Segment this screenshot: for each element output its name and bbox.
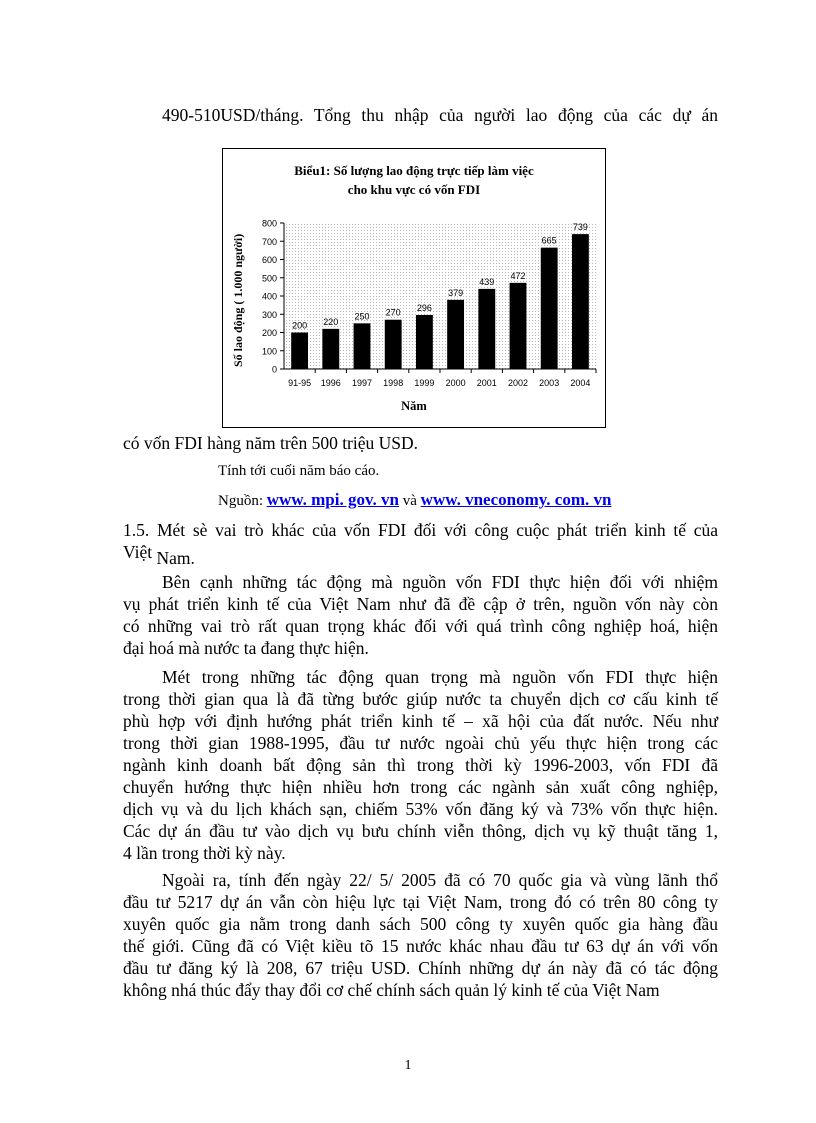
chart-bar (541, 248, 558, 369)
chart-bar (385, 320, 402, 369)
chart-x-tick-label: 1996 (320, 378, 341, 388)
page-number: 1 (404, 1058, 412, 1073)
chart-bar (510, 283, 527, 369)
chart-title-line1: Biểu1: Số lượng lao động trực tiếp làm việc (294, 163, 534, 178)
section-heading-line2 (123, 541, 195, 568)
chart-x-tick-label: 2002 (507, 378, 529, 388)
bar-chart (222, 148, 606, 428)
chart-data-label: 250 (354, 311, 370, 322)
section-heading-viet: Việt (123, 542, 153, 562)
chart-y-tick-label: 800 (261, 218, 277, 229)
paragraph-3-line: đầu tư đăng ký là 208, 67 triệu USD. Chính những dự án này đã có tác động (123, 958, 718, 978)
paragraph-2-line: Mét trong những tác động quan trọng mà nguồn vốn FDI thực hiện (162, 667, 718, 687)
note-line: Tính tới cuối năm báo cáo. (218, 463, 380, 479)
chart-bar (416, 315, 433, 369)
chart-y-tick-label: 300 (261, 309, 277, 320)
paragraph-2-line: Các dự án đầu tư vào dịch vụ bưu chính viễn thông, dịch vụ kỹ thuật tăng 1, (123, 821, 718, 841)
source-link-vneconomy[interactable]: www. vneconomy. com. vn (420, 490, 612, 509)
chart-bar (447, 300, 464, 369)
chart-bar (572, 234, 589, 369)
chart-bar (478, 289, 495, 369)
chart-data-label: 379 (448, 287, 464, 298)
chart-x-tick-label: 1997 (351, 378, 373, 388)
text-line-after-chart: có vốn FDI hàng năm trên 500 triệu USD. (123, 433, 419, 453)
paragraph-3-line: Ngoài ra, tính đến ngày 22/ 5/ 2005 đã có 70 quốc gia và vùng lãnh thổ (162, 870, 718, 890)
paragraph-1-line: có những vai trò rất quan trọng khác đối với quá trình công nghiệp hoá, hiện (123, 616, 718, 636)
paragraph-3-line: không nhá thúc đẩy thay đổi cơ chế chính sách quản lý kinh tế của Việt Nam (123, 980, 660, 1000)
chart-x-axis-label: Năm (401, 399, 427, 413)
paragraph-2-line: trong thời gian 1988-1995, đầu tư nước ngoài chủ yếu thực hiện trong các (123, 733, 718, 753)
section-heading-nam: Nam. (156, 548, 195, 568)
chart-bar (354, 323, 371, 369)
source-link-mpi[interactable]: www. mpi. gov. vn (266, 490, 399, 509)
source-label: Nguồn: (218, 493, 263, 509)
chart-x-tick-label: 91-95 (288, 378, 312, 388)
text-line-top: 490-510USD/tháng. Tổng thu nhập của người lao động của các dự án (162, 105, 718, 125)
chart-data-label: 665 (541, 235, 557, 246)
paragraph-2-line: dịch vụ và du lịch khách sạn, chiếm 53% vốn đăng ký và 73% vốn thực hiện. (123, 799, 718, 819)
chart-x-tick-label: 2004 (570, 378, 591, 388)
paragraph-2-line: 4 lần trong thời kỳ này. (123, 843, 286, 863)
chart-y-tick-label: 200 (261, 328, 277, 338)
paragraph-2-line: trong thời gian qua là đã từng bước giúp nước ta chuyển dịch cơ cấu kinh tế (123, 689, 718, 709)
paragraph-3-line: đầu tư 5217 dự án vẫn còn hiệu lực tại Việt Nam, trong đó có trên 80 công ty (123, 892, 718, 912)
paragraph-2-line: ngành kinh doanh bất động sản thì trong thời kỳ 1996-2003, vốn FDI đã (123, 755, 718, 775)
chart-data-label: 200 (292, 320, 308, 331)
chart-y-tick-label: 600 (261, 255, 277, 265)
chart-data-label: 739 (572, 222, 588, 233)
chart-bar (322, 329, 339, 369)
chart-y-tick-label: 400 (261, 291, 277, 302)
chart-data-label: 220 (323, 316, 339, 327)
paragraph-2-line: chuyển hướng thực hiện nhiều hơn trong các ngành sản xuất công nghiệp, (123, 777, 718, 797)
paragraph-1-line: vụ phát triển kinh tế của Việt Nam như đã đề cập ở trên, nguồn vốn này còn (123, 594, 718, 614)
chart-data-label: 296 (416, 302, 432, 313)
paragraph-1-line: đại hoá mà nước ta đang thực hiện. (123, 638, 369, 658)
chart-x-tick-label: 2001 (476, 378, 497, 388)
chart-x-tick-label: 1999 (414, 378, 435, 388)
chart-data-label: 270 (385, 307, 401, 318)
source-line (218, 489, 611, 512)
chart-y-tick-label: 500 (261, 273, 277, 284)
chart-y-tick-label: 0 (271, 364, 277, 375)
chart-y-axis-label: Số lao động ( 1.000 người) (231, 233, 245, 367)
paragraph-2-line: phù hợp với định hướng phát triển kinh tế – xã hội của đất nước. Nếu như (123, 711, 718, 731)
chart-y-tick-label: 700 (261, 236, 277, 247)
chart-title-line2: cho khu vực có vốn FDI (347, 182, 481, 197)
paragraph-1-line: Bên cạnh những tác động mà nguồn vốn FDI thực hiện đối với nhiệm (162, 572, 718, 592)
paragraph-3-line: thế giới. Cũng đã có Việt kiều tõ 15 nước khác nhau đầu tư 63 dự án với vốn (123, 936, 718, 956)
chart-x-tick-label: 2000 (445, 378, 466, 388)
section-heading-line1: 1.5. Mét sè vai trò khác của vốn FDI đối với công cuộc phát triển kinh tế của (123, 520, 718, 540)
chart-y-tick-label: 100 (261, 346, 277, 357)
chart-data-label: 439 (479, 276, 495, 287)
chart-plot (223, 149, 605, 427)
chart-data-label: 472 (510, 270, 526, 281)
paragraph-3-line: xuyên quốc gia nằm trong danh sách 500 công ty xuyên quốc gia hàng đầu (123, 914, 718, 934)
source-joiner: và (402, 493, 417, 509)
chart-x-tick-label: 2003 (539, 378, 560, 388)
chart-x-tick-label: 1998 (383, 378, 404, 388)
chart-bar (291, 333, 308, 370)
